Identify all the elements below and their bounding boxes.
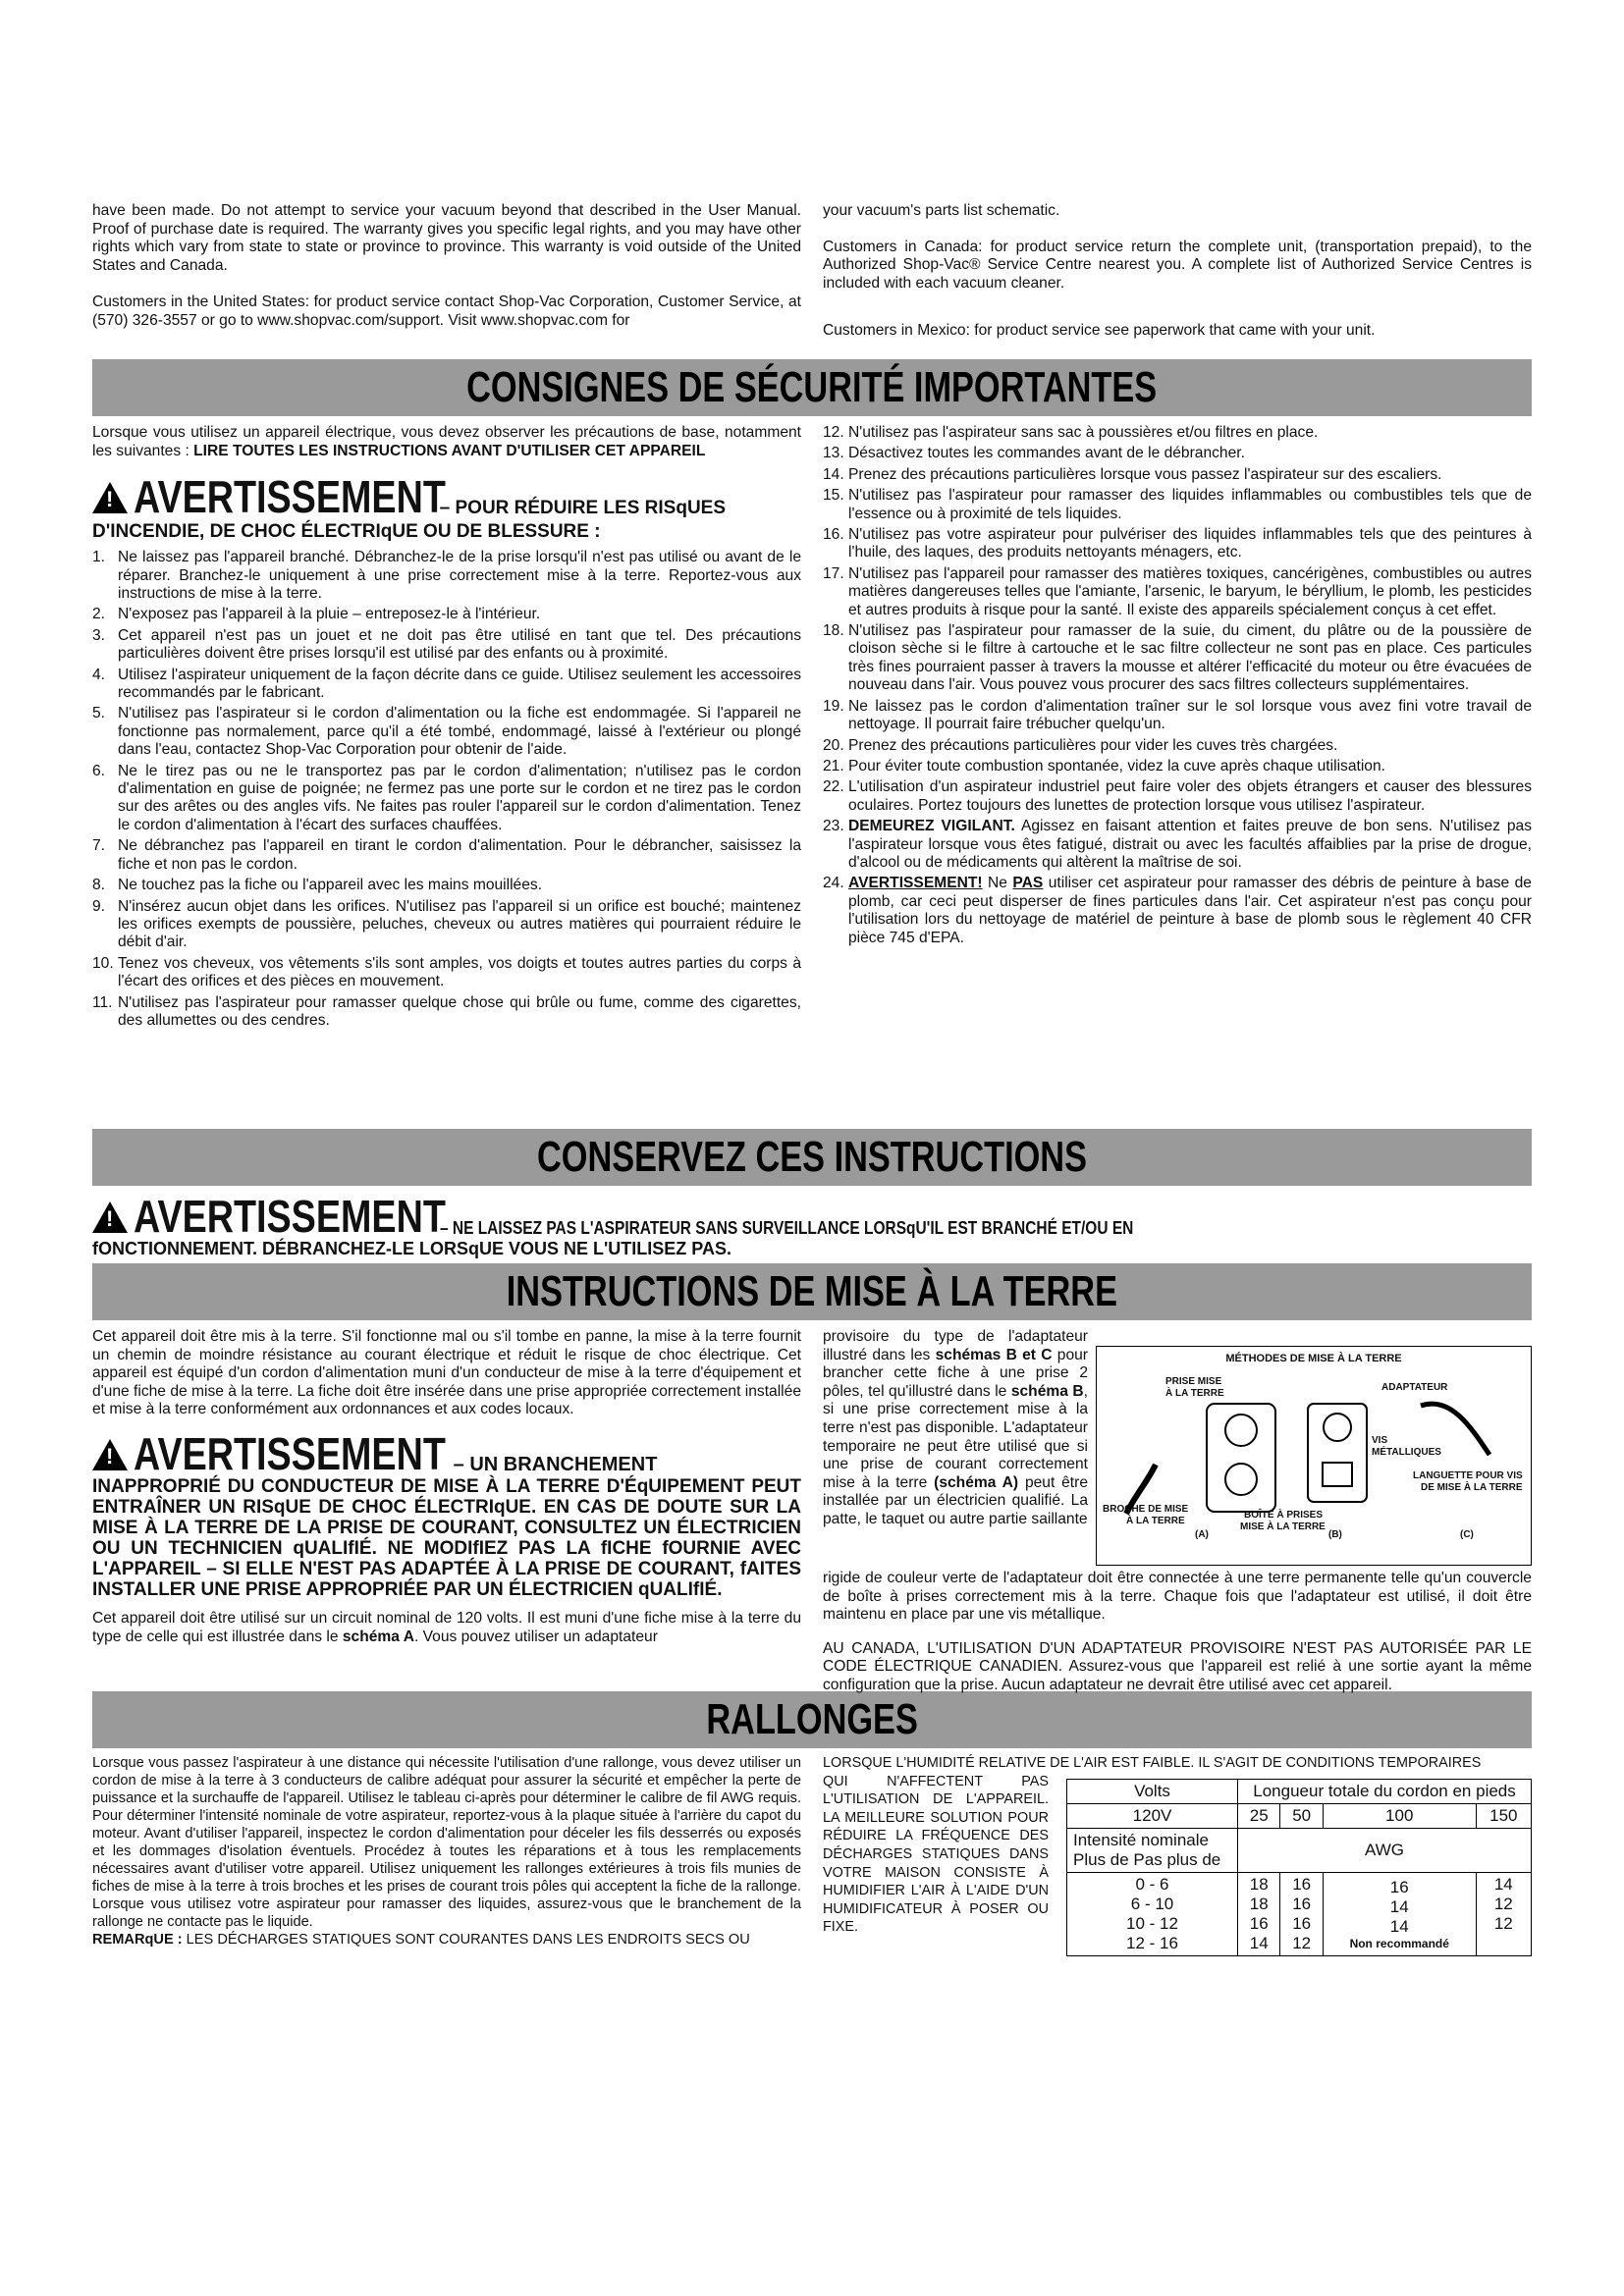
safety-right xyxy=(823,424,1532,1129)
list-item: 23. DEMEUREZ VIGILANT. Agissez en faisant attention et faites preuve de bon sens. N'utilisez pas l'aspirateur lorsque vous êtes fatigué, distrait ou avec les facultés affaiblies par la prise de drogue, d'alcool ou de médicaments qui altèrent la maîtrise de soi. xyxy=(823,818,1532,871)
list-item: 24. AVERTISSEMENT! Ne PAS utiliser cet aspirateur pour ramasser des débris de peinture à base de plomb, car ceci peut disperser de fines particules dans l'air. Cet aspirateur n'est pas conçu pour l'utilisation lors du nettoyage de matériel de peinture à base de plomb sous le règlement 40 CFR pièce 745 d'EPA. xyxy=(823,875,1532,946)
safety-list-left xyxy=(92,549,801,1030)
adapter-cord xyxy=(1421,1404,1489,1455)
intro-right-p2: Customers in Canada: for product service return the complete unit, (transportation prepaid), to the Authorized Shop-Vac® Service Centre nearest you. A complete list of Authorized Service Centres is included with each vacuum cleaner. xyxy=(823,238,1532,292)
list-item: 12. N'utilisez pas l'aspirateur sans sac à poussières et/ou filtres en place. xyxy=(823,424,1319,441)
list-item: 15. N'utilisez pas l'aspirateur pour ramasser des liquides inflammables ou combustibles tels que de l'essence ou à proximité de tels liquides. xyxy=(823,487,1532,522)
grounding-left: Cet appareil doit être mis à la terre. S'il fonctionne mal ou s'il tombe en panne, la mise à la terre fournit un chemin de moindre résistance au courant électrique et réduit le risque de choc électrique. Cet appareil est équipé d'un cordon d'alimentation muni d'un conducteur de mise à la terre d'équipement et d'une fiche de mise à la terre. La fiche doit être insérée dans une prise appropriée correctement installée et mise à la terre conformément aux ordonnances et aux codes locaux. ! AVERTISSEMENT – UN BRANCHEMENT INAPPROPRIÉ DU CONDUCTEUR DE MISE À LA TERRE D'ÉqUIPEMENT PEUT ENTRAÎNER UN RISqUE DE CHOC ÉLECTRIqUE. EN CAS DE DOUTE SUR LA MISE À LA TERRE DE LA PRISE DE COURANT, CONSULTEZ UN ÉLECTRICIEN OU UN TECHNICIEN qUALIfIÉ. NE MODIfIEZ PAS LA fICHE fOURNIE AVEC L'APPAREIL – SI ELLE N'EST PAS ADAPTÉE À LA PRISE DE COURANT, fAITES INSTALLER UNE PRISE APPROPRIÉE PAR UN ÉLECTRICIEN qUALIfIÉ. Cet appareil doit être utilisé sur un circuit nominal de 120 volts. Il est muni d'une fiche mise à la terre du type de celle qui est illustrée dans le schéma A. Vous pouvez utiliser un adaptateur xyxy=(92,1328,801,1691)
list-item: 1. Ne laissez pas l'appareil branché. Débranchez-le de la prise lorsqu'il n'est pas utilisé ou avant de le réparer. Branchez-le uniquement à une prise correctement mise à la terre. Reportez-vous aux instructions de mise à la terre. xyxy=(92,549,801,602)
outlet-a-bottom xyxy=(1225,1464,1257,1495)
warning-heading-1-line2: D'INCENDIE, DE CHOC ÉLECTRIqUE OU DE BLESSURE : xyxy=(92,521,601,543)
list-item: 5. N'utilisez pas l'aspirateur si le cordon d'alimentation ou la fiche est endommagée. Si l'appareil ne fonctionne pas normalement, parce qu'il a été tombé, endommagé, laissé à l'extérieur ou plongé dans l'eau, contactez Shop-Vac Corporation pour obtenir de l'aide. xyxy=(92,705,801,759)
outlet-b-bottom xyxy=(1323,1463,1352,1486)
awg-table: Volts Longueur totale du cordon en pieds 120V 25 50 100 150 Intensité nominale Plus de Pas plus de AWG 0 - 6 6 - 10 10 - 12 12 - 16 18 18 16 14 16 16 16 12 16 14 14 Non recommandé 14 12 12 xyxy=(1066,1779,1532,1956)
plug-cord xyxy=(1126,1465,1156,1514)
safety-list-right-extra xyxy=(823,818,1532,947)
safety-list-right xyxy=(823,424,1532,815)
intro-section xyxy=(92,202,1532,357)
intro-right-p3: Customers in Mexico: for product service see paperwork that came with your unit. xyxy=(823,322,1376,340)
list-item: 14. Prenez des précautions particulières lorsque vous passez l'aspirateur sur des escaliers. xyxy=(823,465,1442,483)
list-item: 17. N'utilisez pas l'appareil pour ramasser des matières toxiques, cancérigènes, combustibles ou autres matières dangereuses telles que l'amiante, l'arsenic, le baryum, le béryllium, le plomb, les pesticides et autres produits à risque pour la santé. Il existe des appareils spécialement conçus à cet effet. xyxy=(823,564,1532,618)
grounding-right: provisoire du type de l'adaptateur illustré dans les schémas B et C pour brancher cette fiche à une prise 2 pôles, tel qu'illustré dans le schéma B, si une prise correctement mise à la terre n'est pas disponible. L'adaptateur temporaire ne peut être utilisé que si une prise de courant correctement mise à la terre (schéma A) peut être installée par un électricien qualifié. La patte, le taquet ou autre partie saillante MÉTHODES DE MISE À LA TERRE PRISE MISE À LA TERRE ADAPTATEUR VIS MÉTALLIQUES LANGUETTE POUR VIS DE MISE À LA TERRE BROCHE DE MISE À LA TERRE BOÎTE À PRISES MISE À LA TERRE (A) (B) (C) rigide de couleur verte de l'adaptateur doit être connectée à une terre permanente telle qu'un couvercle de boîte à prises correctement mis à la terre. Chaque fois que l'adaptateur est utilisé, il doit être maintenu en place par une vis métallique. AU CANADA, L'UTILISATION D'UN ADAPTATEUR PROVISOIRE N'EST PAS AUTORISÉE PAR LE CODE ÉLECTRIQUE CANADIEN. Assurez-vous que l'appareil est relié à une sortie ayant la même configuration que la prise. Aucun adaptateur ne devrait être utilisé avec cet appareil. xyxy=(823,1328,1532,1693)
list-item: 8. Ne touchez pas la fiche ou l'appareil avec les mains mouillées. xyxy=(92,877,543,894)
list-item: 9. N'insérez aucun objet dans les orifices. N'utilisez pas l'appareil si un orifice est bouché; maintenez les orifices exempts de poussière, peluches, cheveux ou autres matières qui pourraient réduire le débit d'air. xyxy=(92,897,801,951)
list-item: 20. Prenez des précautions particulières pour vider les cuves très chargées. xyxy=(823,736,1338,754)
list-item: 7. Ne débranchez pas l'appareil en tirant le cordon d'alimentation. Pour le débrancher, saisissez la fiche et non pas le cordon. xyxy=(92,837,801,873)
page xyxy=(92,202,1532,1956)
extension-left: Lorsque vous passez l'aspirateur à une distance qui nécessite l'utilisation d'une rallonge, vous devez utiliser un cordon de mise à la terre à 3 conducteurs de calibre adéquat pour assurer la sécurité et empêcher la perte de puissance et la surchauffe de l'appareil. Utilisez le tableau ci-après pour déterminer le calibre de fil AWG requis. Pour déterminer l'intensité nominale de votre aspirateur, reportez-vous à la plaque située à l'arrière du capot du moteur. Avant d'utiliser l'appareil, inspectez le cordon d'alimentation pour déceler les fils desserrés ou exposés et les dommages d'isolation éventuels. Procédez à toutes les réparations et à tous les remplacements nécessaires avant d'utiliser votre appareil. Utilisez uniquement les rallonges extérieures à trois fils munies de fiches de mise à la terre à trois broches et les prises de courant trois pôles qui acceptent la fiche de la rallonge. Lorsque vous utilisez votre aspirateur pour ramasser des liquides, assurez-vous que le branchement de la rallonge ne contacte pas le liquide. REMARqUE : LES DÉCHARGES STATIQUES SONT COURANTES DANS LES ENDROITS SECS OU xyxy=(92,1755,801,1948)
warning-triangle-icon xyxy=(92,1201,128,1233)
list-item: 22. L'utilisation d'un aspirateur industriel peut faire voler des objets étrangers et causer des blessures oculaires. Portez toujours des lunettes de protection lorsque vous utilisez l'aspirateur. xyxy=(823,778,1532,814)
list-item: 18. N'utilisez pas l'aspirateur pour ramasser de la suie, du ciment, du plâtre ou de la poussière de cloison sèche si le filtre à cartouche et le sac filtre collecteur ne sont pas en place. Ces particules très fines pourraient passer à travers la mousse et altérer l'efficacité du moteur ou être évacuées de nouveau dans l'air. Vous pouvez vous procurer des sacs filtres collecteurs supplémentaires. xyxy=(823,622,1532,694)
safety-intro: Lorsque vous utilisez un appareil électrique, vous devez observer les précautions de base, notamment les suivantes : LIRE TOUTES LES INSTRUCTIONS AVANT D'UTILISER CET APPAREIL xyxy=(92,424,801,459)
list-item: 3. Cet appareil n'est pas un jouet et ne doit pas être utilisé en tant que tel. Des précautions particulières doivent être prises lorsqu'il est utilisé par des enfants ou à proximité. xyxy=(92,626,801,663)
safety-left xyxy=(92,424,801,1129)
intro-right xyxy=(823,202,1532,357)
section-title-safety: CONSIGNES DE SÉCURITÉ IMPORTANTES xyxy=(92,359,1532,416)
list-item: 10. Tenez vos cheveux, vos vêtements s'ils sont amples, vos doigts et toutes autres parties du corps à l'écart des orifices et des pièces en mouvement. xyxy=(92,954,801,990)
list-item: 4. Utilisez l'aspirateur uniquement de la façon décrite dans ce guide. Utilisez seulement les accessoires recommandés par le fabricant. xyxy=(92,666,801,702)
warning-triangle-icon xyxy=(92,482,128,513)
extension-right: LORSQUE L'HUMIDITÉ RELATIVE DE L'AIR EST FAIBLE. IL S'AGIT DE CONDITIONS TEMPORAIRES QUI N'AFFECTENT PAS L'UTILISATION DE L'APPAREIL. LA MEILLEURE SOLUTION POUR RÉDUIRE LA FRÉQUENCE DES DÉCHARGES STATIQUES DANS VOTRE MAISON CONSISTE À HUMIDIFIER L'AIR À L'AIDE D'UN HUMIDIFICATEUR À POSER OU FIXE. Volts Longueur totale du cordon en pieds 120V 25 50 100 150 Intensité nominale Plus de Pas plus de AWG 0 - 6 6 - 10 10 - 12 12 - 16 18 18 16 14 16 16 16 12 16 14 14 Non recommandé 14 12 12 xyxy=(823,1754,1532,1956)
list-item: 16. N'utilisez pas votre aspirateur pour pulvériser des liquides inflammables tels que des peintures à l'huile, des laques, des produits nettoyants ménagers, etc. xyxy=(823,526,1532,561)
grounding-section xyxy=(92,1328,1532,1691)
warning-heading-2: ! AVERTISSEMENT – NE LAISSEZ PAS L'ASPIRATEUR SANS SURVEILLANCE LORSqU'IL EST BRANCHÉ ET/OU EN fONCTIONNEMENT. DÉBRANCHEZ-LE LORSqUE VOUS NE L'UTILISEZ PAS. xyxy=(92,1194,1532,1259)
intro-left xyxy=(92,202,801,357)
list-item: 13. Désactivez toutes les commandes avant de le débrancher. xyxy=(823,445,1245,462)
warning-triangle-icon xyxy=(92,1439,128,1470)
intro-left-p1: have been made. Do not attempt to service your vacuum beyond that described in the User Manual. Proof of purchase date is required. The warranty gives you specific legal rights, and you may have other rights which vary from state to state or province to province. This warranty is void outside of the United States and Canada. xyxy=(92,202,801,274)
grounding-diagram: MÉTHODES DE MISE À LA TERRE PRISE MISE À LA TERRE ADAPTATEUR VIS MÉTALLIQUES LANGUETTE POUR VIS DE MISE À LA TERRE BROCHE DE MISE À LA TERRE BOÎTE À PRISES MISE À LA TERRE (A) (B) (C) xyxy=(1096,1346,1532,1566)
section-title-keep: CONSERVEZ CES INSTRUCTIONS xyxy=(92,1129,1532,1186)
warning-heading-3: ! AVERTISSEMENT – UN BRANCHEMENT xyxy=(92,1431,801,1476)
section-title-grounding: INSTRUCTIONS DE MISE À LA TERRE xyxy=(92,1263,1532,1320)
section-title-extension: RALLONGES xyxy=(92,1691,1532,1748)
extension-section xyxy=(92,1754,1532,1956)
intro-right-p1: your vacuum's parts list schematic. xyxy=(823,202,1060,219)
grounding-illustration xyxy=(1097,1347,1529,1563)
list-item: 21. Pour éviter toute combustion spontanée, videz la cuve après chaque utilisation. xyxy=(823,757,1385,774)
list-item: 2. N'exposez pas l'appareil à la pluie – entreposez-le à l'intérieur. xyxy=(92,606,541,623)
outlet-a-top xyxy=(1225,1415,1257,1446)
outlet-b-top xyxy=(1324,1414,1351,1441)
warning-heading-1: ! AVERTISSEMENT – POUR RÉDUIRE LES RISqUES xyxy=(92,474,801,519)
intro-left-p2: Customers in the United States: for product service contact Shop-Vac Corporation, Customer Service, at (570) 326-3557 or go to www.shopvac.com/support. Visit www.shopvac.com for xyxy=(92,294,801,329)
list-item: 19. Ne laissez pas le cordon d'alimentation traîner sur le sol lorsque vous avez fini votre travail de nettoyage. Il pourrait faire trébucher quelqu'un. xyxy=(823,697,1532,733)
list-item: 6. Ne le tirez pas ou ne le transportez pas par le cordon d'alimentation; n'utilisez pas le cordon d'alimentation en guise de poignée; ne fermez pas une porte sur le cordon et ne tirez pas le cordon sur des arêtes ou des angles vifs. Ne faites pas rouler l'appareil sur le cordon d'alimentation. Tenez le cordon d'alimentation à l'écart des surfaces chauffées. xyxy=(92,762,801,833)
list-item: 11. N'utilisez pas l'aspirateur pour ramasser quelque chose qui brûle ou fume, comme des cigarettes, des allumettes ou des cendres. xyxy=(92,993,801,1029)
safety-section xyxy=(92,424,1532,1129)
